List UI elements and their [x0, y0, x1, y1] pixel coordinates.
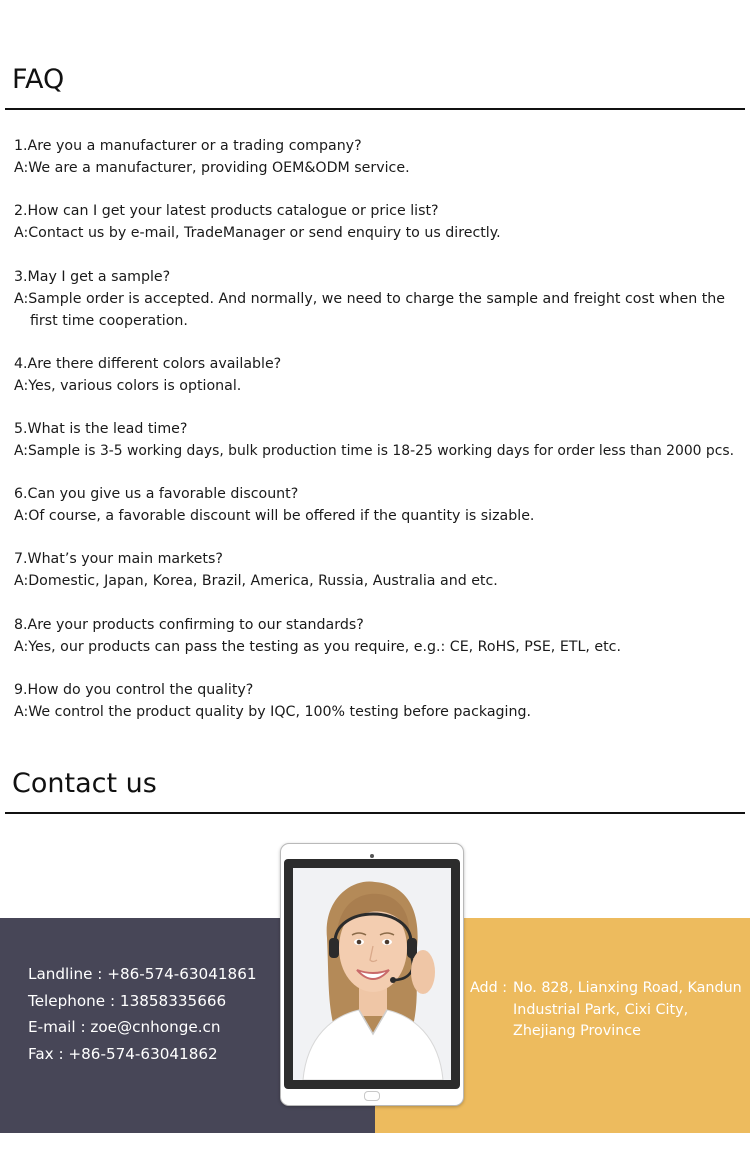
support-agent-photo — [293, 868, 451, 1080]
faq-answer: A:We are a manufacturer, providing OEM&ODM service. — [14, 160, 410, 176]
tablet-device-image — [280, 843, 464, 1106]
contact-divider — [5, 812, 745, 814]
faq-question: 9.How do you control the quality? — [14, 682, 254, 699]
faq-answer: A:Yes, our products can pass the testing as you require, e.g.: CE, RoHS, PSE, ETL, etc. — [14, 638, 621, 655]
tablet-bezel — [284, 859, 460, 1089]
faq-item — [14, 614, 744, 679]
faq-answer: A:Sample is 3-5 working days, bulk production time is 18-25 working days for order less than 2000 pcs. — [14, 442, 735, 459]
faq-question: 6.Can you give us a favorable discount? — [14, 486, 299, 503]
faq-item — [14, 679, 744, 744]
address-label: Add : — [470, 980, 508, 996]
faq-answer: A:Contact us by e-mail, TradeManager or send enquiry to us directly. — [14, 225, 501, 242]
faq-answer: A:Yes, various colors is optional. — [14, 377, 242, 394]
fax-text: Fax : +86-574-63041862 — [28, 1044, 218, 1063]
faq-item — [14, 200, 744, 265]
telephone-text: Telephone : 13858335666 — [28, 991, 227, 1010]
faq-item — [14, 483, 744, 548]
faq-item — [14, 418, 744, 483]
contact-details — [28, 961, 257, 1067]
faq-question: 2.How can I get your latest products catalogue or price list? — [14, 203, 439, 220]
contact-title: Contact us — [12, 768, 157, 799]
faq-list — [14, 135, 744, 744]
faq-title: FAQ — [12, 64, 65, 95]
address-value: No. 828, Lianxing Road, Kandun Industrial Park, Cixi City, Zhejiang Province — [513, 980, 742, 1040]
faq-answer: A:Sample order is accepted. And normally, we need to charge the sample and freight cost when the first time cooperation. — [14, 290, 726, 329]
faq-question: 7.What’s your main markets? — [14, 551, 223, 568]
tablet-camera — [370, 854, 374, 858]
faq-answer: A:We control the product quality by IQC, 100% testing before packaging. — [14, 704, 532, 721]
landline-text: Landline : +86-574-63041861 — [28, 965, 257, 983]
faq-item — [14, 353, 744, 418]
faq-answer: A:Of course, a favorable discount will be offered if the quantity is sizable. — [14, 508, 535, 525]
faq-answer: A:Domestic, Japan, Korea, Brazil, America, Russia, Australia and etc. — [14, 573, 498, 590]
faq-item — [14, 548, 744, 613]
faq-question: 1.Are you a manufacturer or a trading company? — [14, 138, 362, 154]
faq-question: 8.Are your products confirming to our standards? — [14, 616, 364, 633]
faq-question: 5.What is the lead time? — [14, 420, 188, 437]
email-text: E-mail : zoe@cnhonge.cn — [28, 1018, 221, 1037]
faq-item — [14, 266, 744, 353]
tablet-home-button — [364, 1091, 380, 1101]
faq-item — [14, 135, 744, 200]
address-block — [470, 978, 748, 1043]
faq-divider — [5, 108, 745, 110]
faq-question: 3.May I get a sample? — [14, 268, 171, 285]
faq-question: 4.Are there different colors available? — [14, 355, 282, 372]
